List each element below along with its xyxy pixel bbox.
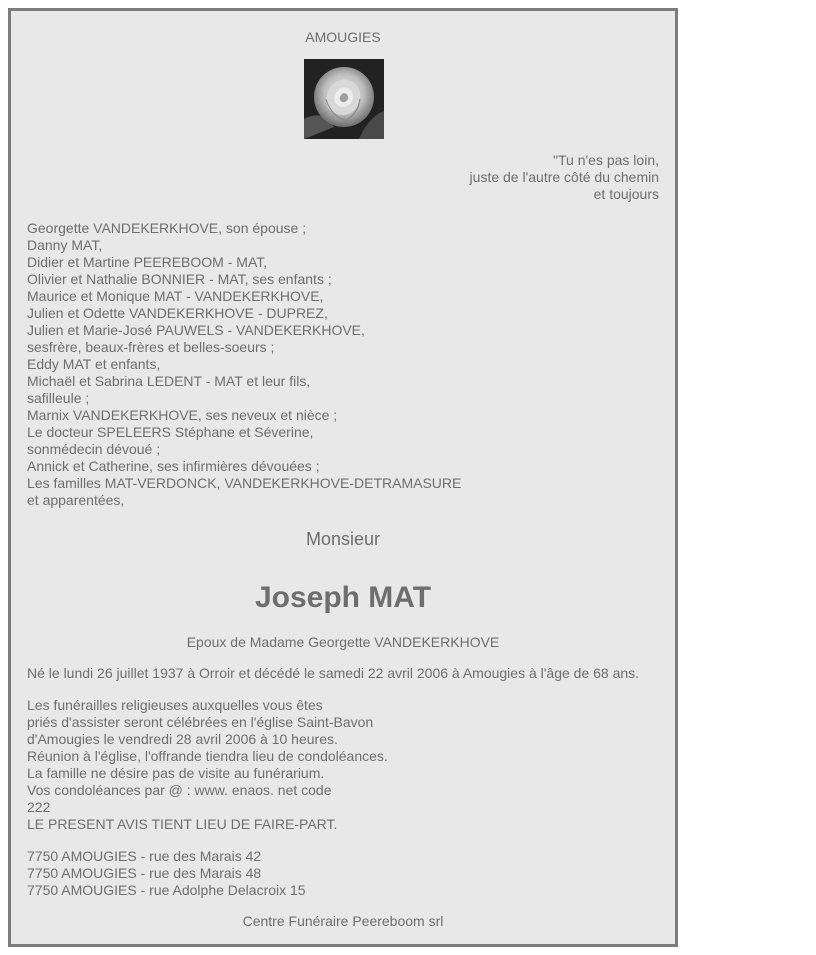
funeral-line: 222	[27, 799, 51, 815]
honorific: Monsieur	[305, 529, 381, 549]
family-line: Danny MAT,	[27, 237, 103, 253]
town-heading: AMOUGIES	[305, 29, 381, 45]
address-line: 7750 AMOUGIES - rue des Marais 42	[27, 848, 262, 864]
family-line: Annick et Catherine, ses infirmières dévouées ;	[27, 458, 320, 474]
spouse-line: Epoux de Madame Georgette VANDEKERKHOVE	[186, 634, 500, 650]
family-line: Didier et Martine PEEREBOOM - MAT,	[27, 254, 268, 270]
address-line: 7750 AMOUGIES - rue Adolphe Delacroix 15	[27, 882, 306, 898]
funeral-line: Les funérailles religieuses auxquelles vous êtes	[27, 697, 323, 713]
deceased-name: Joseph MAT	[254, 581, 432, 614]
birth-death-line: Né le lundi 26 juillet 1937 à Orroir et décédé le samedi 22 avril 2006 à Amougies à l'âge de 68 ans.	[27, 665, 640, 681]
family-line: sesfrère, beaux-frères et belles-soeurs ;	[27, 339, 275, 355]
death-notice-card	[8, 8, 678, 947]
address-line: 7750 AMOUGIES - rue des Marais 48	[27, 865, 262, 881]
family-line: Julien et Marie-José PAUWELS - VANDEKERKHOVE,	[27, 322, 365, 338]
family-line: Les familles MAT-VERDONCK, VANDEKERKHOVE-DETRAMASURE	[27, 475, 462, 491]
quote-line: "Tu n'es pas loin,	[553, 152, 659, 168]
family-line: Marnix VANDEKERKHOVE, ses neveux et nièce ;	[27, 407, 338, 423]
family-line: Olivier et Nathalie BONNIER - MAT, ses enfants ;	[27, 271, 332, 287]
family-list	[27, 220, 461, 509]
family-line: Julien et Odette VANDEKERKHOVE - DUPREZ,	[27, 305, 328, 321]
family-line: et apparentées,	[27, 492, 125, 508]
funeral-home-footer: Centre Funéraire Peereboom srl	[242, 913, 444, 929]
family-line: Le docteur SPELEERS Stéphane et Séverine,	[27, 424, 314, 440]
quote-line: juste de l'autre côté du chemin	[469, 169, 659, 185]
address-list	[27, 848, 306, 899]
family-line: sonmédecin dévoué ;	[27, 441, 161, 457]
funeral-line: d'Amougies le vendredi 28 avril 2006 à 10 heures.	[27, 731, 338, 747]
funeral-line: LE PRESENT AVIS TIENT LIEU DE FAIRE-PART.	[27, 816, 338, 832]
family-line: Eddy MAT et enfants,	[27, 356, 161, 372]
funeral-line: priés d'assister seront célébrées en l'église Saint-Bavon	[27, 714, 374, 730]
family-line: Maurice et Monique MAT - VANDEKERKHOVE,	[27, 288, 324, 304]
quote	[470, 152, 659, 203]
funeral-line: Réunion à l'église, l'offrande tiendra lieu de condoléances.	[27, 748, 388, 764]
family-line: Michaël et Sabrina LEDENT - MAT et leur fils,	[27, 373, 311, 389]
rose-photo	[304, 59, 384, 139]
funeral-line: La famille ne désire pas de visite au funérarium.	[27, 765, 325, 781]
funeral-details	[27, 697, 388, 833]
family-line: Georgette VANDEKERKHOVE, son épouse ;	[27, 220, 307, 236]
funeral-line: Vos condoléances par @ : www. enaos. net code	[27, 782, 332, 798]
family-line: safilleule ;	[27, 390, 90, 406]
quote-line: et toujours	[593, 186, 659, 202]
